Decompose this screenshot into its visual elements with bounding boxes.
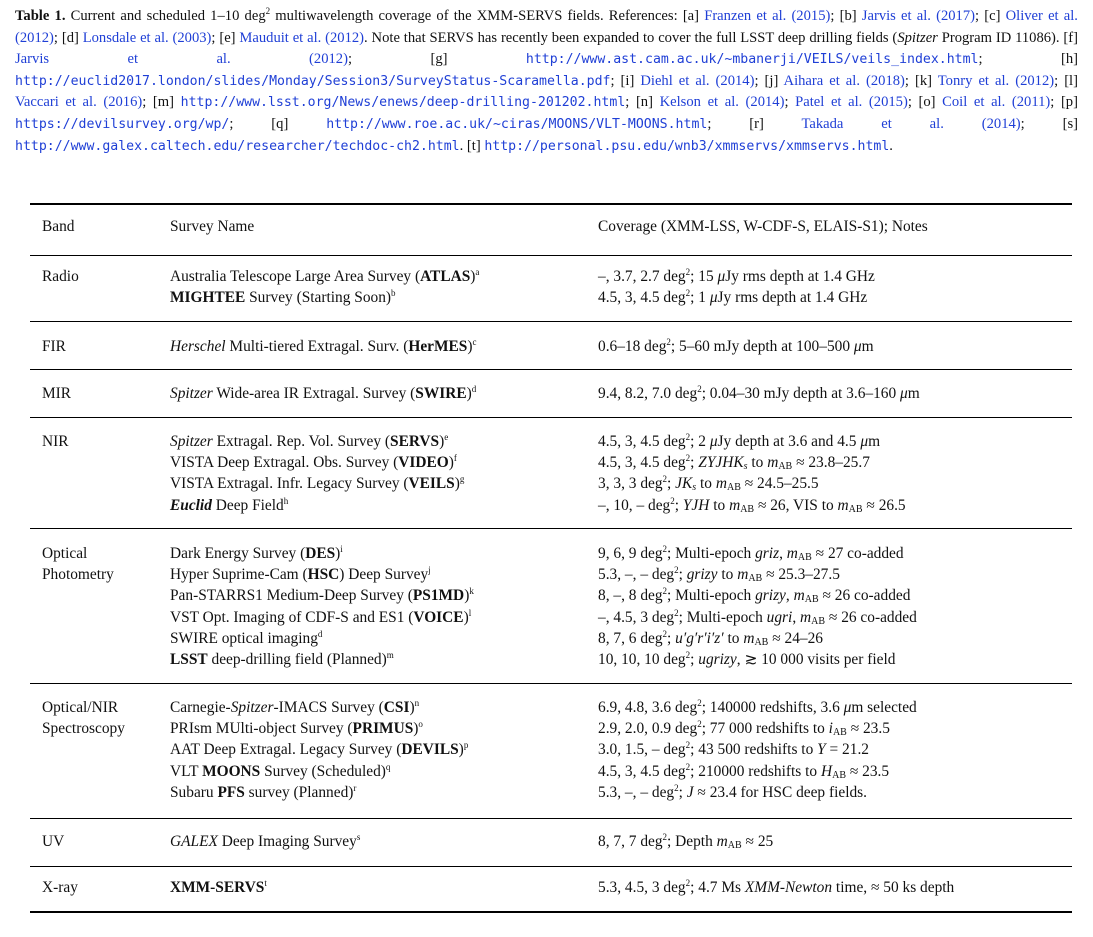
ref-b-link[interactable]: Jarvis et al. (2017): [861, 8, 975, 24]
ref-k-link[interactable]: Tonry et al. (2012): [937, 72, 1055, 89]
header-rule: [30, 255, 1072, 256]
ref-f-link[interactable]: Jarvis et al. (2012): [15, 51, 348, 68]
url-g-link[interactable]: http://www.ast.cam.ac.uk/~mbanerji/VEILS/veils_index.html: [525, 52, 979, 68]
band-label: UV: [42, 833, 65, 850]
url-s-link[interactable]: http://www.galex.caltech.edu/researcher/techdoc-ch2.html: [15, 138, 460, 154]
header-coverage: Coverage (XMM-LSS, W-CDF-S, ELAIS-S1); Notes: [598, 218, 928, 235]
table-caption: Table 1. Current and scheduled 1–10 deg$^2$ multiwavelength coverage of the XMM-SERVS fields. References: [a] Franzen et al. (2015); [b] Jarvis et al. (2017); [c] Oliver et al. (2012); [d] Lonsdale et al. (2003); [e] Mauduit et al. (2012). Note that SERVS has recently been expanded to cover the full LSST deep drilling fields (Spitzer Program ID 11086). [f] Jarvis et al. (2012); [g] http://www.ast.cam.ac.uk/~mbanerji/VEILS/veils_index.html; [h] http://euclid2017.london/slides/Monday/Session3/SurveyStatus-Scaramella.pdf; [i] Diehl et al. (2014); [j] Aihara et al. (2018); [k] Tonry et al. (2012); [l] Vaccari et al. (2016); [m] http://www.lsst.org/News/enews/deep-drilling-201202.html; [n] Kelson et al. (2014); Patel et al. (2015); [o] Coil et al. (2011); [p] https://devilsurvey.org/wp/; [q] http://www.roe.ac.uk/~ciras/MOONS/VLT-MOONS.html; [r] Takada et al. (2014); [s] http://www.galex.caltech.edu/researcher/techdoc-ch2.html. [t] http://personal.psu.edu/wnb3/xmmservs/xmmservs.html.: [15, 6, 1078, 154]
bottom-rule: [30, 911, 1072, 913]
survey-cell: XMM-SERVS$^t$: [170, 877, 267, 896]
url-q-link[interactable]: http://www.roe.ac.uk/~ciras/MOONS/VLT-MOONS.html: [326, 116, 708, 132]
ref-i-link[interactable]: Diehl et al. (2014): [640, 72, 755, 89]
band-label: MIR: [42, 385, 72, 402]
ref-e-link[interactable]: Mauduit et al. (2012): [239, 29, 365, 46]
survey-cell: Spitzer Extragal. Rep. Vol. Survey (SERVS)$^e$ VISTA Deep Extragal. Obs. Survey (VIDEO)$^f$ VISTA Extragal. Infr. Legacy Survey (VEILS)$^g$ Euclid Deep Field$^h$: [170, 431, 465, 514]
coverage-cell: 5.3, 4.5, 3 deg$^2$; 4.7 Ms XMM-Newton time, ≈ 50 ks depth: [598, 877, 955, 896]
survey-cell: Spitzer Wide-area IR Extragal. Survey (SWIRE)$^d$: [170, 383, 477, 402]
ref-l-link[interactable]: Vaccari et al. (2016): [15, 94, 143, 111]
band-label: X-ray: [42, 879, 78, 896]
survey-cell: Australia Telescope Large Area Survey (ATLAS)$^a$ MIGHTEE Survey (Starting Soon)$^b$: [170, 266, 480, 307]
url-t-link[interactable]: http://personal.psu.edu/wnb3/xmmservs/xmmservs.html: [484, 138, 890, 154]
row-rule: [30, 683, 1072, 684]
ref-n1-link[interactable]: Kelson et al. (2014): [659, 94, 785, 111]
survey-cell: GALEX Deep Imaging Survey$^s$: [170, 831, 361, 850]
coverage-cell: 4.5, 3, 4.5 deg$^2$; 2 μJy depth at 3.6 and 4.5 μm 4.5, 3, 4.5 deg$^2$; $ZYJHK_s$ to $m_{AB} \approx 23.8-25.7$ 3, 3, 3 deg$^2$; $JK_s$ to $m_{AB} \approx 24.5-25.5$ –, 10, – deg$^2$; YJH to $m_{AB} \approx 26$, VIS to $m_{AB} \approx 26.5$: [598, 431, 906, 515]
header-band: Band: [42, 218, 75, 235]
coverage-cell: 8, 7, 7 deg$^2$; Depth $m_{AB} \approx 25$: [598, 831, 774, 851]
ref-n2-link[interactable]: Patel et al. (2015): [795, 94, 908, 111]
ref-c-link[interactable]: Oliver et al. (2012): [15, 8, 1078, 46]
coverage-cell: 6.9, 4.8, 3.6 deg$^2$; 140000 redshifts, 3.6 μm selected 2.9, 2.0, 0.9 deg$^2$; 77 000 redshifts to $i_{AB} \approx 23.5$ 3.0, 1.5, – deg$^2$; 43 500 redshifts to Y = 21.2 4.5, 3, 4.5 deg$^2$; 210000 redshifts to $H_{AB} \approx 23.5$ 5.3, –, – deg$^2$; J ≈ 23.4 for HSC deep fields.: [598, 697, 917, 801]
row-rule: [30, 818, 1072, 819]
coverage-cell: –, 3.7, 2.7 deg$^2$; 15 μJy rms depth at 1.4 GHz 4.5, 3, 4.5 deg$^2$; 1 μJy rms depth at 1.4 GHz: [598, 266, 875, 307]
row-rule: [30, 528, 1072, 529]
row-rule: [30, 369, 1072, 370]
url-h-link[interactable]: http://euclid2017.london/slides/Monday/Session3/SurveyStatus-Scaramella.pdf: [15, 73, 611, 89]
ref-r-link[interactable]: Takada et al. (2014): [801, 115, 1021, 132]
top-rule: [30, 203, 1072, 205]
row-rule: [30, 417, 1072, 418]
survey-cell: Carnegie-Spitzer-IMACS Survey (CSI)$^n$ PRIsm MUlti-object Survey (PRIMUS)$^o$ AAT Deep Extragal. Legacy Survey (DEVILS)$^p$ VLT MOONS Survey (Scheduled)$^q$ Subaru PFS survey (Planned)$^r$: [170, 697, 469, 801]
survey-cell: Dark Energy Survey (DES)$^i$ Hyper Suprime-Cam (HSC) Deep Survey$^j$ Pan-STARRS1 Medium-Deep Survey $(PS1MD)^k$ VST Opt. Imaging of CDF-S and ES1 (VOICE)$^l$ SWIRE optical imaging$^d$ LSST deep-drilling field (Planned)$^m$: [170, 543, 474, 669]
coverage-cell: 9.4, 8.2, 7.0 deg$^2$; 0.04–30 mJy depth at 3.6–160 μm: [598, 383, 920, 402]
band-label: Optical/NIR Spectroscopy: [42, 699, 125, 738]
row-rule: [30, 866, 1072, 867]
row-rule: [30, 321, 1072, 322]
header-survey: Survey Name: [170, 218, 255, 235]
ref-j-link[interactable]: Aihara et al. (2018): [783, 72, 905, 89]
url-m-link[interactable]: http://www.lsst.org/News/enews/deep-drilling-201202.html: [180, 95, 626, 111]
band-label: NIR: [42, 433, 69, 450]
caption-label: Table 1.: [15, 8, 66, 24]
ref-o-link[interactable]: Coil et al. (2011): [942, 94, 1051, 111]
coverage-cell: 9, 6, 9 deg$^2$; Multi-epoch griz, $m_{AB} \approx 27$ co-added 5.3, –, – deg$^2$; grizy to $m_{AB} \approx 25.3-27.5$ 8, –, 8 deg$^2$; Multi-epoch grizy, $m_{AB} \approx 26$ co-added –, 4.5, 3 deg$^2$; Multi-epoch ugri, $m_{AB} \approx 26$ co-added 8, 7, 6 deg$^2$; u′g′r′i′z′ to $m_{AB} \approx 24-26$ 10, 10, 10 deg$^2$; ugrizy, ≳ 10 000 visits per field: [598, 543, 917, 669]
band-label: Optical Photometry: [42, 545, 114, 584]
url-p-link[interactable]: https://devilsurvey.org/wp/: [15, 116, 230, 132]
band-label: FIR: [42, 338, 66, 355]
ref-d-link[interactable]: Lonsdale et al. (2003): [82, 29, 212, 46]
band-label: Radio: [42, 268, 79, 285]
coverage-cell: 0.6–18 deg$^2$; 5–60 mJy depth at 100–500 μm: [598, 336, 874, 355]
survey-cell: Herschel Multi-tiered Extragal. Surv. (HerMES)$^c$: [170, 336, 477, 355]
ref-a-link[interactable]: Franzen et al. (2015): [704, 8, 831, 24]
